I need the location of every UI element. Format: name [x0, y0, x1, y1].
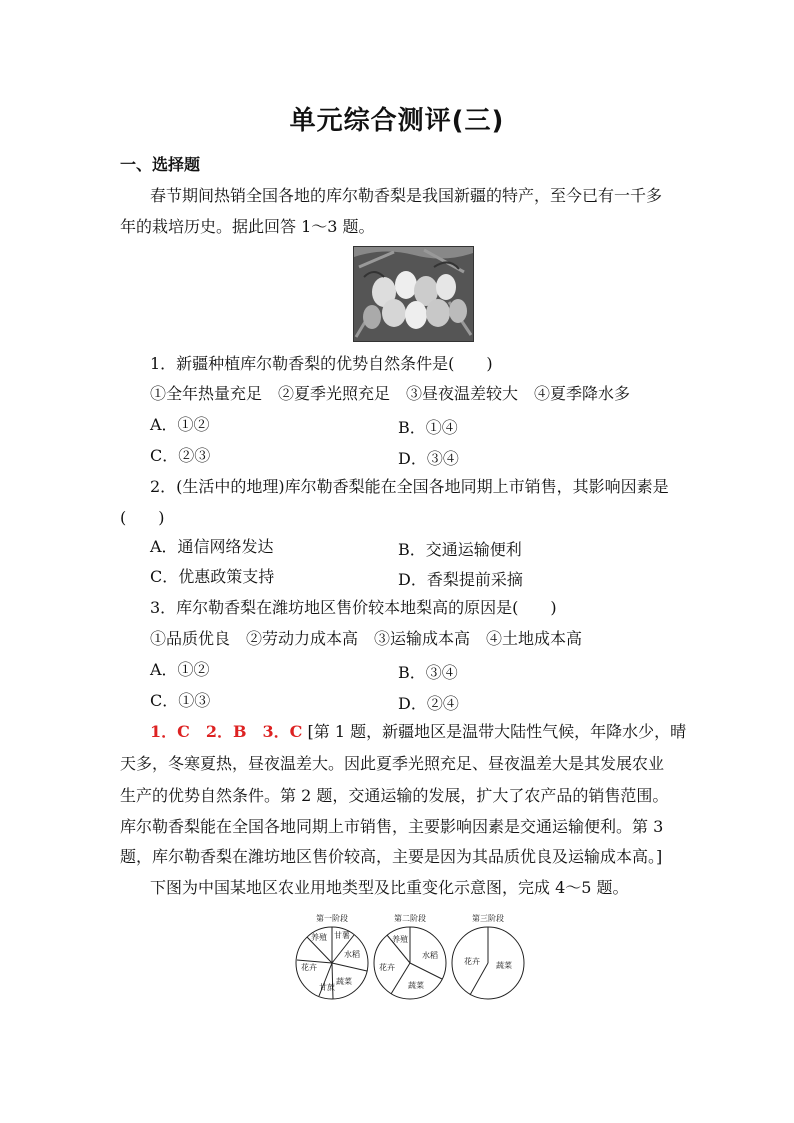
- stage-1-label-2: 甘薯: [334, 931, 350, 940]
- q3-option-c: C．①③: [150, 691, 211, 710]
- q2-stem-1: 2．(生活中的地理)库尔勒香梨能在全国各地同期上市销售，其影响因素是: [150, 477, 669, 496]
- q3-items: ①品质优良 ②劳动力成本高 ③运输成本高 ④土地成本高: [150, 629, 583, 648]
- stage-3-title: 第三阶段: [472, 914, 504, 923]
- stage-2-label-2: 水稻: [422, 951, 438, 960]
- intro-line-3: 下图为中国某地区农业用地类型及比重变化示意图，完成 4～5 题。: [150, 878, 629, 897]
- answer-line-2: 天多，冬寒夏热，昼夜温差大。因此夏季光照充足、昼夜温差大是其发展农业: [120, 754, 665, 773]
- stage-1-label-5: 甘蔗: [319, 983, 335, 992]
- section-heading: 一、选择题: [120, 155, 201, 174]
- q1-option-a: A．①②: [150, 415, 210, 434]
- pear-photo: [353, 246, 474, 342]
- answer-line-3: 生产的优势自然条件。第 2 题，交通运输的发展，扩大了农产品的销售范围。: [120, 786, 669, 805]
- answer-line-1: [150, 722, 710, 742]
- q3-option-a: A．①②: [150, 660, 210, 679]
- q1-option-b: B．①④: [398, 418, 458, 437]
- q1-items: ①全年热量充足 ②夏季光照充足 ③昼夜温差较大 ④夏季降水多: [150, 384, 631, 403]
- q2-option-b: B．交通运输便利: [398, 540, 522, 559]
- stage-3-label-2: 蔬菜: [496, 961, 512, 970]
- q2-stem-2: ( ): [120, 508, 165, 527]
- q3-option-d: D．②④: [398, 694, 459, 713]
- q2-option-d: D．香梨提前采摘: [398, 570, 523, 589]
- answer-line-4: 库尔勒香梨能在全国各地同期上市销售，主要影响因素是交通运输便利。第 3: [120, 817, 664, 836]
- q1-option-d: D．③④: [398, 449, 459, 468]
- stage-1-label-1: 养殖: [311, 933, 327, 942]
- q1-option-c: C．②③: [150, 446, 211, 465]
- stage-2-label-3: 蔬菜: [408, 981, 424, 990]
- answer-explanation-1: [第 1 题，新疆地区是温带大陆性气候，年降水少，晴: [307, 722, 687, 741]
- stage-1-label-4: 蔬菜: [336, 977, 352, 986]
- page-title: 单元综合测评(三): [289, 106, 505, 136]
- q2-option-c: C．优惠政策支持: [150, 567, 275, 586]
- q3-stem: 3．库尔勒香梨在潍坊地区售价较本地梨高的原因是( ): [150, 598, 557, 617]
- q3-option-b: B．③④: [398, 663, 458, 682]
- answer-key: 1．C 2．B 3．C: [150, 722, 303, 741]
- intro-line-2: 年的栽培历史。据此回答 1～3 题。: [120, 217, 375, 236]
- intro-line-1: 春节期间热销全国各地的库尔勒香梨是我国新疆的特产，至今已有一千多: [150, 186, 663, 205]
- q1-stem: 1．新疆种植库尔勒香梨的优势自然条件是( ): [150, 354, 493, 373]
- stage-2-title: 第二阶段: [394, 914, 426, 923]
- stage-2-label-1: 养殖: [392, 935, 408, 944]
- stage-1-label-6: 花卉: [301, 963, 317, 972]
- stage-1-label-3: 水稻: [344, 950, 360, 959]
- stage-1-title: 第一阶段: [316, 914, 348, 923]
- land-use-diagram: [294, 912, 526, 1004]
- answer-line-5: 题，库尔勒香梨在潍坊地区售价较高，主要是因为其品质优良及运输成本高。]: [120, 847, 663, 866]
- stage-3-pie: [452, 927, 524, 999]
- q2-option-a: A．通信网络发达: [150, 537, 274, 556]
- stage-2-label-4: 花卉: [379, 963, 395, 972]
- stage-3-label-1: 花卉: [464, 957, 480, 966]
